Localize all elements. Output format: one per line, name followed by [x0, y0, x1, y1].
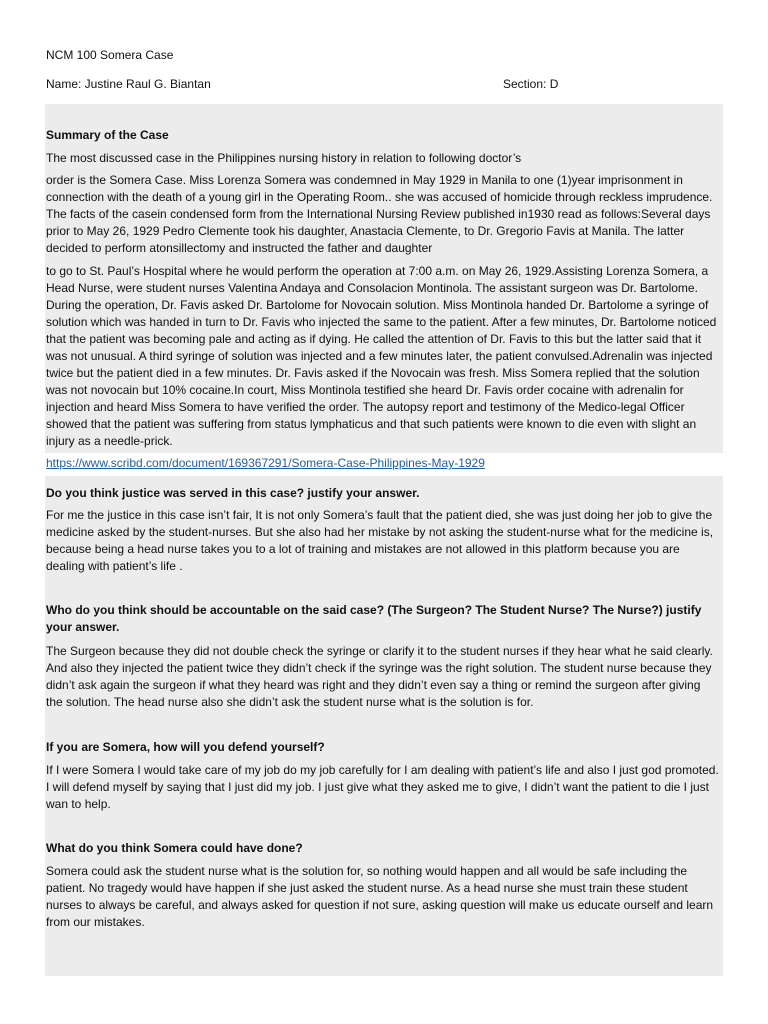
summary-heading: Summary of the Case	[46, 128, 169, 142]
student-name: Name: Justine Raul G. Biantan	[46, 77, 211, 91]
answer-4: Somera could ask the student nurse what is the solution for, so nothing would happen and all would be safe including the patient. No tragedy would have happen if she just asked the student nurse. As a head nurse she must train these student nurses to always be careful, and always asked for question if not sure, asking question will make us educate ourself and learn from our mistakes.	[46, 864, 714, 929]
summary-intro: The most discussed case in the Philippines nursing history in relation to following doctor’s	[46, 151, 522, 165]
answer-2: The Surgeon because they did not double check the syringe or clarify it to the student nurses if they hear what he said clearly. And also they injected the patient twice they didn’t check if the syringe was the right solution. The student nurse because they didn’t ask again the surgeon if what they heard was right and they didn’t even say a thing or remind the surgeon after giving the solution. The head nurse also she didn’t ask the student nurse what is the solution is for.	[46, 644, 713, 709]
question-4: What do you think Somera could have done?	[46, 841, 303, 855]
answer-3: If I were Somera I would take care of my job do my job carefully for I am dealing with patient’s life and also I just god promoted. I will defend myself by saying that I just did my job. I just give what they asked me to give, I didn’t want the patient to die I just wan to help.	[46, 763, 719, 811]
answer-1: For me the justice in this case isn’t fair, It is not only Somera’s fault that the patient died, she was just doing her job to give the medicine asked by the student-nurses. But she also had her mistake by not asking the student-nurse what for the medicine is, because being a head nurse takes you to a lot of training and mistakes are not allowed in this platform because you are dealing with patient’s life .	[46, 508, 714, 573]
question-2: Who do you think should be accountable on the said case? (The Surgeon? The Student Nurse? The Nurse?) justify your answer.	[46, 603, 702, 634]
question-1: Do you think justice was served in this case? justify your answer.	[46, 486, 420, 500]
document-title: NCM 100 Somera Case	[46, 48, 174, 62]
summary-paragraph-1: order is the Somera Case. Miss Lorenza Somera was condemned in May 1929 in Manila to one (1)year imprisonment in connection with the death of a young girl in the Operating Room.. she was accused of homicide through reckless imprudence. The facts of the casein condensed form from the International Nursing Review published in1930 read as follows:Several days prior to May 26, 1929 Pedro Clemente took his daughter, Anastacia Clemente, to Dr. Gregorio Favis at Manila. The latter decided to perform atonsillectomy and instructed the father and daughter	[46, 173, 713, 255]
section-label: Section: D	[503, 77, 559, 91]
source-link[interactable]: https://www.scribd.com/document/169367291/Somera-Case-Philippines-May-1929	[46, 456, 485, 470]
summary-paragraph-2: to go to St. Paul’s Hospital where he would perform the operation at 7:00 a.m. on May 26, 1929.Assisting Lorenza Somera, a Head Nurse, were student nurses Valentina Andaya and Consolacion Montinola. The assistant surgeon was Dr. Bartolome. During the operation, Dr. Favis asked Dr. Bartolome for Novocain solution. Miss Montinola handed Dr. Bartolome a syringe of solution which was handed in turn to Dr. Favis who injected the same to the patient. After a few minutes, Dr. Bartolome noticed that the patient was becoming pale and acting as if dying. He called the attention of Dr. Favis to this but the latter said that it was not unusual. A third syringe of solution was injected and a few minutes later, the patient convulsed.Adrenalin was injected twice but the patient died in a few minutes. Dr. Favis asked if the Novocain was fresh. Miss Somera replied that the solution was not novocain but 10% cocaine.In court, Miss Montinola testified she heard Dr. Favis order cocaine with adrenalin for injection and heard Miss Somera to have verified the order. The autopsy report and testimony of the Medico-legal Officer showed that the patient was suffering from status lymphaticus and that such patients were known to die even with slight an injury as a needle-prick.	[46, 264, 717, 448]
question-3: If you are Somera, how will you defend yourself?	[46, 740, 325, 754]
